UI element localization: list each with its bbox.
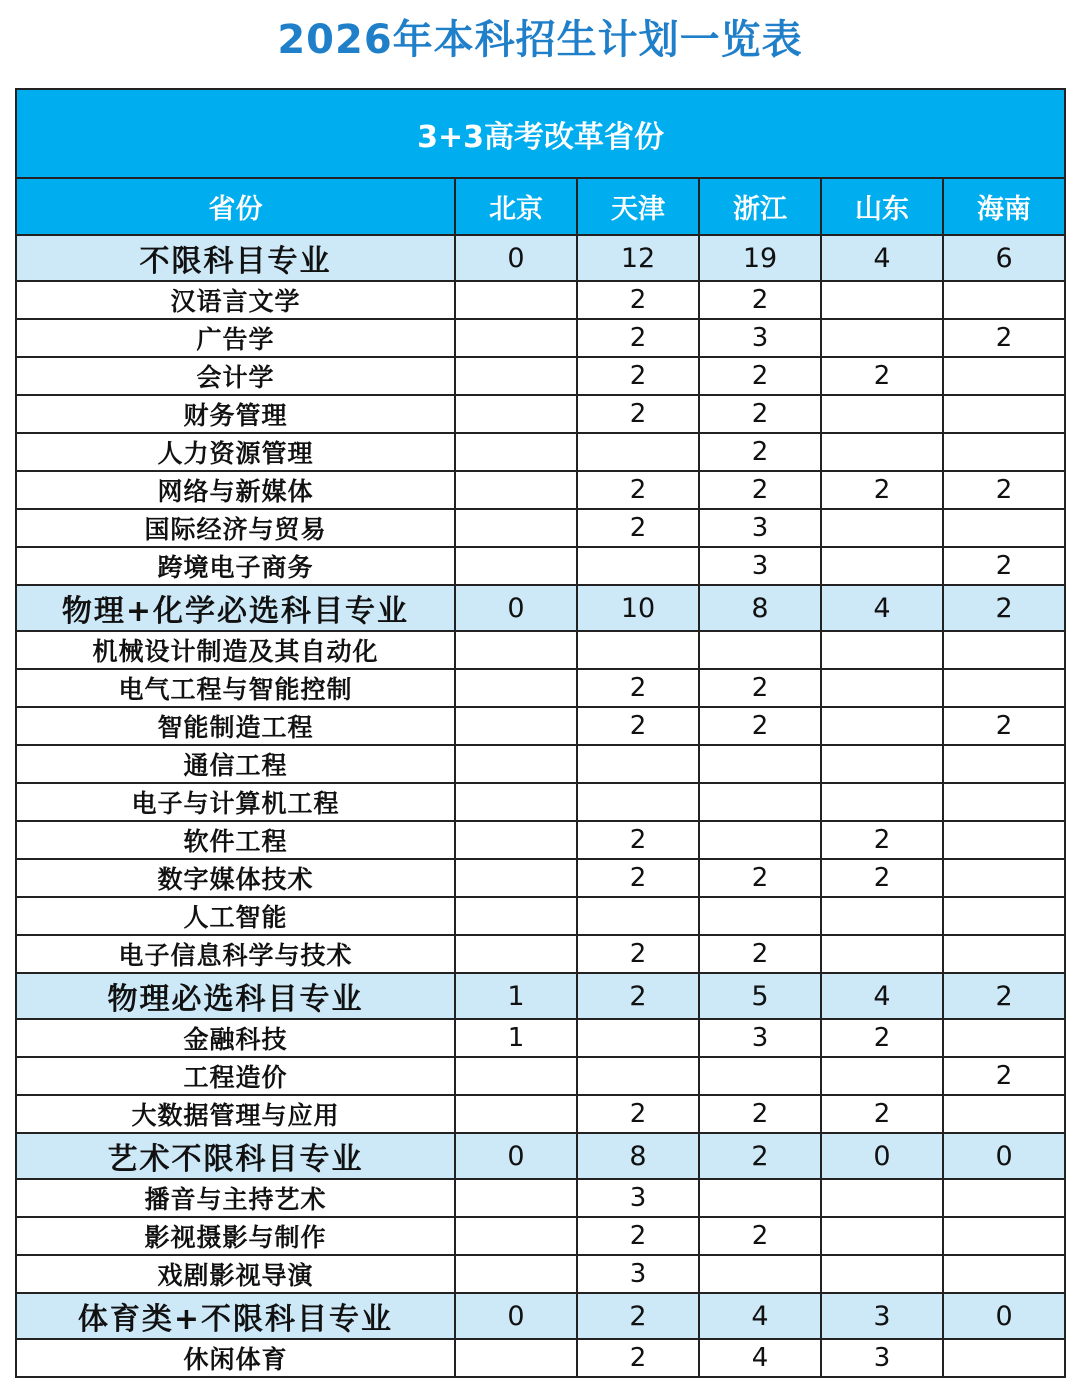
cell-hainan [943, 357, 1065, 395]
cell-tianjin [577, 745, 699, 783]
cell-beijing [455, 357, 577, 395]
cell-beijing [455, 897, 577, 935]
cell-zhejiang [699, 1179, 821, 1217]
cell-zhejiang: 2 [699, 1095, 821, 1133]
cell-hainan [943, 1019, 1065, 1057]
cell-hainan: 2 [943, 319, 1065, 357]
cell-zhejiang [699, 783, 821, 821]
cell-zhejiang: 2 [699, 669, 821, 707]
category-row [16, 1133, 1065, 1179]
cell-zhejiang: 3 [699, 547, 821, 585]
major-row [16, 471, 1065, 509]
major-row [16, 319, 1065, 357]
major-row [16, 1057, 1065, 1095]
cell-hainan [943, 669, 1065, 707]
cell-tianjin: 2 [577, 319, 699, 357]
cell-zhejiang: 3 [699, 1019, 821, 1057]
cell-shandong [821, 509, 943, 547]
major-row [16, 433, 1065, 471]
cell-tianjin: 2 [577, 707, 699, 745]
major-row [16, 859, 1065, 897]
cell-beijing [455, 547, 577, 585]
enrollment-plan-table [15, 88, 1066, 1378]
cell-tianjin: 2 [577, 509, 699, 547]
cell-major-name: 数字媒体技术 [16, 859, 455, 897]
cell-tianjin: 2 [577, 859, 699, 897]
cell-shandong [821, 433, 943, 471]
cell-beijing [455, 1179, 577, 1217]
major-row [16, 1179, 1065, 1217]
cell-major-name: 艺术不限科目专业 [16, 1133, 455, 1179]
cell-tianjin [577, 1057, 699, 1095]
cell-shandong [821, 1217, 943, 1255]
header-cell-beijing: 北京 [455, 178, 577, 235]
cell-shandong [821, 631, 943, 669]
cell-major-name: 国际经济与贸易 [16, 509, 455, 547]
cell-major-name: 体育类+不限科目专业 [16, 1293, 455, 1339]
cell-beijing [455, 1217, 577, 1255]
major-row [16, 395, 1065, 433]
cell-beijing: 1 [455, 1019, 577, 1057]
cell-shandong: 4 [821, 235, 943, 281]
cell-beijing: 0 [455, 1133, 577, 1179]
cell-shandong: 0 [821, 1133, 943, 1179]
cell-hainan [943, 821, 1065, 859]
cell-beijing [455, 1057, 577, 1095]
cell-zhejiang: 4 [699, 1339, 821, 1377]
cell-major-name: 影视摄影与制作 [16, 1217, 455, 1255]
cell-tianjin [577, 1019, 699, 1057]
cell-shandong: 3 [821, 1293, 943, 1339]
cell-hainan: 2 [943, 547, 1065, 585]
cell-tianjin [577, 631, 699, 669]
cell-shandong [821, 281, 943, 319]
cell-beijing [455, 669, 577, 707]
cell-major-name: 软件工程 [16, 821, 455, 859]
header-cell-shandong: 山东 [821, 178, 943, 235]
major-row [16, 357, 1065, 395]
cell-shandong: 2 [821, 357, 943, 395]
cell-beijing [455, 745, 577, 783]
cell-hainan: 2 [943, 471, 1065, 509]
cell-hainan [943, 1179, 1065, 1217]
major-row [16, 783, 1065, 821]
cell-tianjin [577, 897, 699, 935]
cell-tianjin: 2 [577, 1095, 699, 1133]
major-row [16, 669, 1065, 707]
major-row [16, 1255, 1065, 1293]
cell-beijing [455, 1095, 577, 1133]
major-row [16, 897, 1065, 935]
cell-zhejiang: 2 [699, 357, 821, 395]
cell-tianjin: 2 [577, 471, 699, 509]
header-cell-tianjin: 天津 [577, 178, 699, 235]
cell-hainan [943, 395, 1065, 433]
cell-major-name: 会计学 [16, 357, 455, 395]
cell-beijing [455, 509, 577, 547]
cell-beijing: 0 [455, 235, 577, 281]
major-row [16, 707, 1065, 745]
cell-major-name: 汉语言文学 [16, 281, 455, 319]
cell-tianjin: 10 [577, 585, 699, 631]
cell-shandong [821, 897, 943, 935]
cell-hainan: 2 [943, 707, 1065, 745]
cell-shandong [821, 1179, 943, 1217]
cell-zhejiang [699, 1255, 821, 1293]
cell-tianjin: 8 [577, 1133, 699, 1179]
cell-hainan [943, 509, 1065, 547]
cell-shandong [821, 745, 943, 783]
cell-zhejiang: 4 [699, 1293, 821, 1339]
cell-beijing: 0 [455, 1293, 577, 1339]
cell-zhejiang: 2 [699, 281, 821, 319]
cell-zhejiang [699, 897, 821, 935]
major-row [16, 547, 1065, 585]
cell-hainan: 6 [943, 235, 1065, 281]
cell-major-name: 机械设计制造及其自动化 [16, 631, 455, 669]
cell-tianjin: 2 [577, 1293, 699, 1339]
category-row [16, 235, 1065, 281]
cell-zhejiang: 3 [699, 319, 821, 357]
cell-tianjin: 2 [577, 973, 699, 1019]
cell-beijing [455, 395, 577, 433]
major-row [16, 935, 1065, 973]
cell-hainan [943, 745, 1065, 783]
cell-beijing [455, 783, 577, 821]
cell-shandong [821, 395, 943, 433]
cell-shandong [821, 783, 943, 821]
cell-beijing [455, 1339, 577, 1377]
cell-major-name: 跨境电子商务 [16, 547, 455, 585]
cell-tianjin: 2 [577, 821, 699, 859]
cell-major-name: 播音与主持艺术 [16, 1179, 455, 1217]
cell-beijing [455, 1255, 577, 1293]
major-row [16, 745, 1065, 783]
cell-shandong [821, 707, 943, 745]
cell-zhejiang: 2 [699, 1217, 821, 1255]
cell-major-name: 不限科目专业 [16, 235, 455, 281]
cell-tianjin [577, 783, 699, 821]
cell-tianjin: 2 [577, 669, 699, 707]
page-title: 2026年本科招生计划一览表 [277, 17, 803, 63]
cell-beijing [455, 471, 577, 509]
cell-tianjin: 12 [577, 235, 699, 281]
major-row [16, 509, 1065, 547]
cell-major-name: 物理必选科目专业 [16, 973, 455, 1019]
cell-shandong: 2 [821, 1095, 943, 1133]
cell-hainan: 2 [943, 1057, 1065, 1095]
cell-shandong [821, 319, 943, 357]
cell-shandong: 2 [821, 471, 943, 509]
cell-zhejiang: 5 [699, 973, 821, 1019]
cell-shandong: 4 [821, 973, 943, 1019]
cell-major-name: 广告学 [16, 319, 455, 357]
cell-zhejiang: 3 [699, 509, 821, 547]
table-banner-row [16, 89, 1065, 178]
cell-major-name: 大数据管理与应用 [16, 1095, 455, 1133]
major-row [16, 1217, 1065, 1255]
cell-shandong [821, 669, 943, 707]
cell-major-name: 工程造价 [16, 1057, 455, 1095]
cell-tianjin: 3 [577, 1255, 699, 1293]
cell-major-name: 智能制造工程 [16, 707, 455, 745]
cell-hainan [943, 1217, 1065, 1255]
cell-hainan [943, 783, 1065, 821]
cell-major-name: 网络与新媒体 [16, 471, 455, 509]
cell-tianjin [577, 433, 699, 471]
cell-tianjin: 2 [577, 281, 699, 319]
cell-zhejiang: 2 [699, 433, 821, 471]
major-row [16, 281, 1065, 319]
cell-zhejiang [699, 1057, 821, 1095]
cell-tianjin: 2 [577, 357, 699, 395]
cell-tianjin: 3 [577, 1179, 699, 1217]
cell-major-name: 人力资源管理 [16, 433, 455, 471]
category-row [16, 973, 1065, 1019]
cell-tianjin: 2 [577, 935, 699, 973]
cell-shandong: 4 [821, 585, 943, 631]
category-row [16, 1293, 1065, 1339]
cell-beijing [455, 935, 577, 973]
cell-major-name: 财务管理 [16, 395, 455, 433]
table-header-row [16, 178, 1065, 235]
cell-hainan: 2 [943, 973, 1065, 1019]
cell-beijing: 0 [455, 585, 577, 631]
cell-shandong [821, 935, 943, 973]
major-row [16, 1095, 1065, 1133]
major-row [16, 821, 1065, 859]
cell-major-name: 人工智能 [16, 897, 455, 935]
cell-zhejiang: 2 [699, 707, 821, 745]
cell-shandong [821, 1057, 943, 1095]
cell-shandong: 2 [821, 1019, 943, 1057]
cell-hainan [943, 1339, 1065, 1377]
cell-shandong: 2 [821, 821, 943, 859]
cell-beijing [455, 707, 577, 745]
cell-major-name: 物理+化学必选科目专业 [16, 585, 455, 631]
cell-tianjin: 2 [577, 1339, 699, 1377]
cell-hainan [943, 281, 1065, 319]
cell-hainan [943, 631, 1065, 669]
cell-beijing: 1 [455, 973, 577, 1019]
cell-major-name: 通信工程 [16, 745, 455, 783]
cell-major-name: 金融科技 [16, 1019, 455, 1057]
cell-zhejiang: 2 [699, 935, 821, 973]
major-row [16, 631, 1065, 669]
cell-zhejiang: 2 [699, 859, 821, 897]
major-row [16, 1339, 1065, 1377]
cell-zhejiang: 2 [699, 1133, 821, 1179]
cell-shandong [821, 1255, 943, 1293]
cell-beijing [455, 433, 577, 471]
cell-major-name: 休闲体育 [16, 1339, 455, 1377]
cell-major-name: 戏剧影视导演 [16, 1255, 455, 1293]
cell-hainan [943, 1255, 1065, 1293]
header-cell-hainan: 海南 [943, 178, 1065, 235]
major-row [16, 1019, 1065, 1057]
cell-shandong [821, 547, 943, 585]
cell-hainan: 0 [943, 1293, 1065, 1339]
cell-zhejiang [699, 745, 821, 783]
cell-tianjin: 2 [577, 395, 699, 433]
cell-hainan [943, 897, 1065, 935]
cell-beijing [455, 821, 577, 859]
cell-hainan [943, 433, 1065, 471]
cell-zhejiang: 2 [699, 471, 821, 509]
table-banner: 3+3高考改革省份 [16, 89, 1065, 178]
cell-tianjin [577, 547, 699, 585]
cell-zhejiang: 2 [699, 395, 821, 433]
cell-beijing [455, 859, 577, 897]
cell-hainan [943, 1095, 1065, 1133]
cell-major-name: 电子信息科学与技术 [16, 935, 455, 973]
cell-tianjin: 2 [577, 1217, 699, 1255]
cell-hainan: 0 [943, 1133, 1065, 1179]
cell-shandong: 3 [821, 1339, 943, 1377]
cell-shandong: 2 [821, 859, 943, 897]
cell-beijing [455, 631, 577, 669]
cell-zhejiang [699, 631, 821, 669]
cell-major-name: 电气工程与智能控制 [16, 669, 455, 707]
cell-zhejiang: 8 [699, 585, 821, 631]
cell-beijing [455, 281, 577, 319]
cell-zhejiang: 19 [699, 235, 821, 281]
cell-hainan [943, 859, 1065, 897]
cell-hainan [943, 935, 1065, 973]
cell-zhejiang [699, 821, 821, 859]
cell-hainan: 2 [943, 585, 1065, 631]
header-cell-province: 省份 [16, 178, 455, 235]
cell-beijing [455, 319, 577, 357]
category-row [16, 585, 1065, 631]
cell-major-name: 电子与计算机工程 [16, 783, 455, 821]
header-cell-zhejiang: 浙江 [699, 178, 821, 235]
